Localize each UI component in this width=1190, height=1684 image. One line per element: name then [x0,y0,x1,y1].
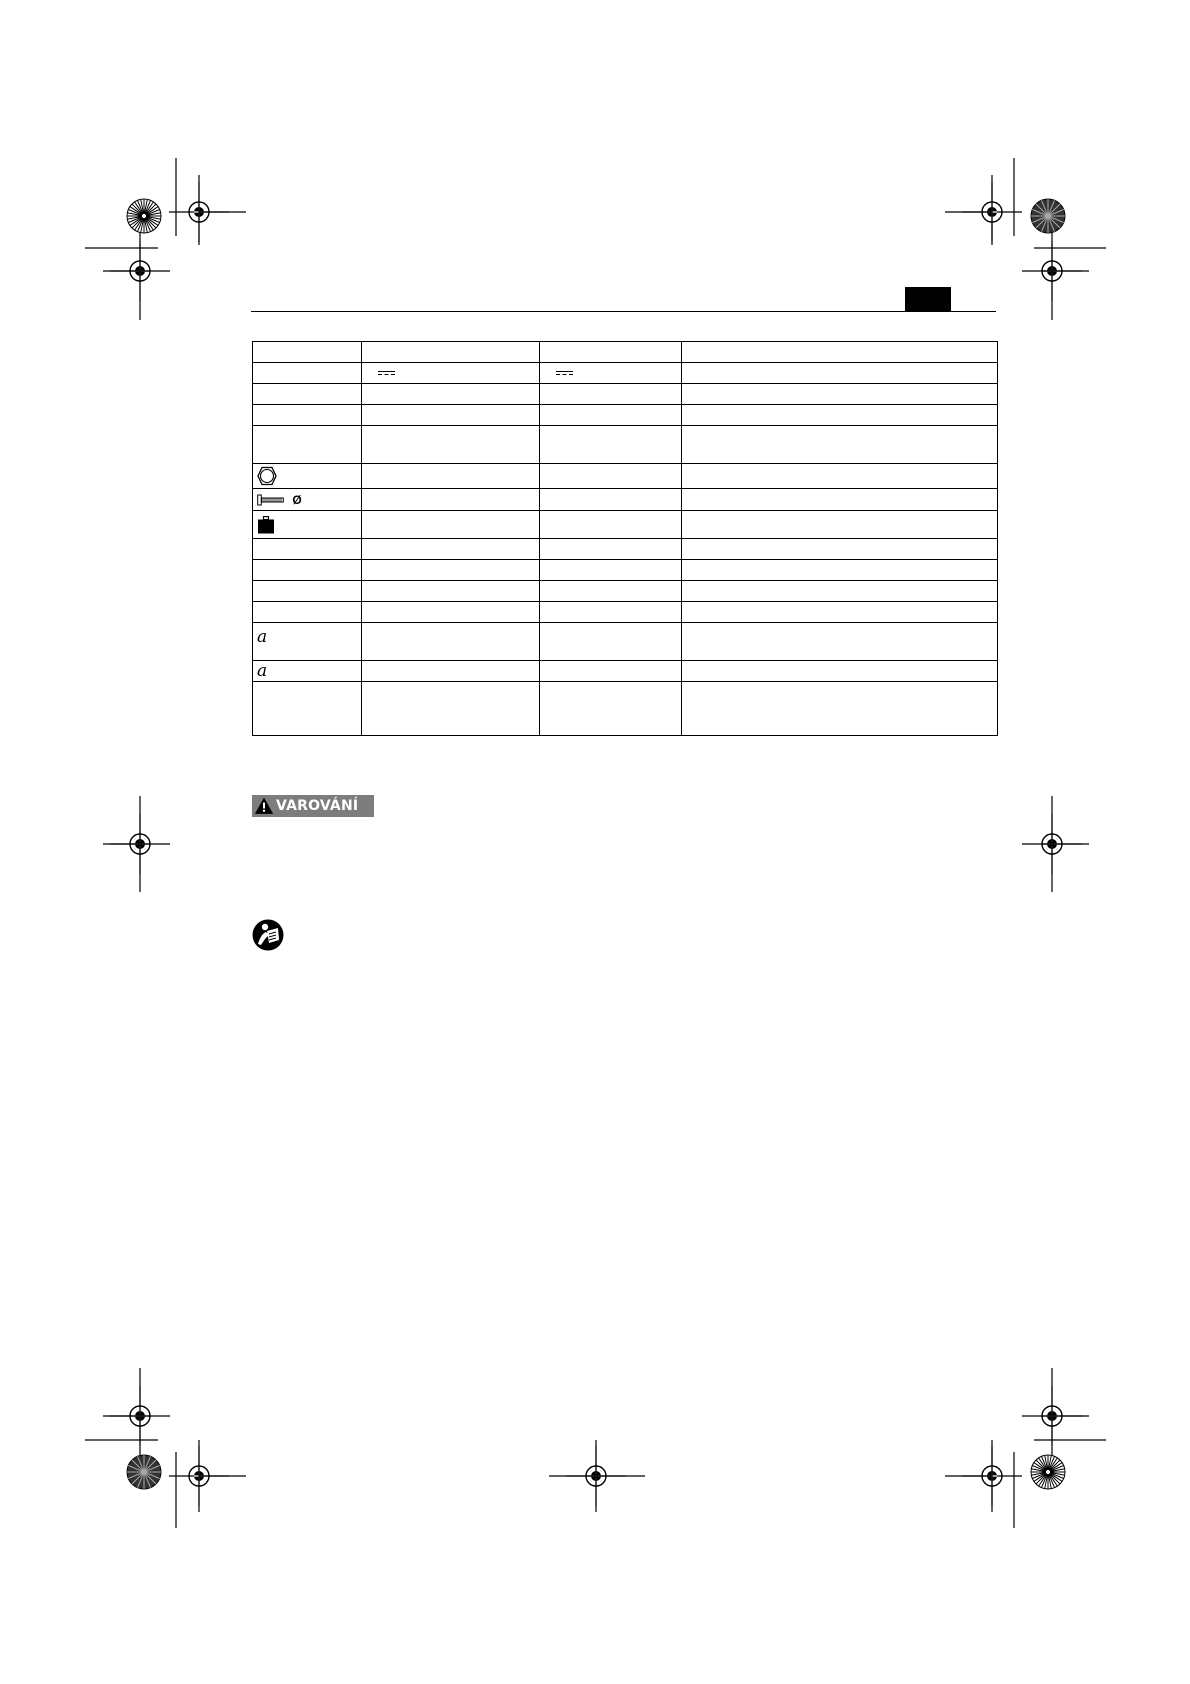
dc-current-symbol-icon [378,370,395,377]
table-cell [540,661,682,682]
table-cell [253,560,362,581]
table-cell [682,405,998,426]
table-cell [682,661,998,682]
table-row [253,384,998,405]
table-cell [362,539,540,560]
table-cell [540,539,682,560]
table-cell [253,511,362,539]
table-cell [253,426,362,464]
starburst-calibration-icon [1031,1455,1065,1489]
table-cell [682,511,998,539]
table-row [253,560,998,581]
table-cell [362,682,540,736]
table-cell [682,342,998,363]
table-cell [253,464,362,489]
table-row [253,661,998,682]
weight-icon [257,516,275,534]
table-cell [362,384,540,405]
table-cell [362,363,540,384]
hex-nut-icon [257,466,277,486]
table-cell [253,623,362,661]
table-row [253,623,998,661]
table-cell [362,511,540,539]
table-row [253,581,998,602]
table-cell [362,405,540,426]
diameter-symbol: Ø [292,492,302,507]
table-cell [682,623,998,661]
table-cell [682,426,998,464]
table-cell [540,511,682,539]
table-cell [682,363,998,384]
table-cell [362,581,540,602]
table-cell [540,464,682,489]
table-row [253,682,998,736]
starburst-calibration-icon [127,1455,161,1489]
table-cell [540,363,682,384]
starburst-calibration-icon [127,199,161,233]
starburst-calibration-icon [1031,199,1065,233]
table-cell [540,405,682,426]
table-cell [362,464,540,489]
table-cell [253,342,362,363]
table-row [253,342,998,363]
dc-current-symbol-icon [556,370,573,377]
table-cell [540,560,682,581]
table-cell [540,384,682,405]
header-rule [251,311,996,312]
table-cell [540,602,682,623]
table-row [253,405,998,426]
table-cell [362,623,540,661]
table-cell [362,426,540,464]
table-cell [362,489,540,511]
table-cell [253,405,362,426]
table-cell [540,682,682,736]
spec-table [252,341,998,736]
table-row [253,363,998,384]
acceleration-symbol: a [257,627,268,647]
table-cell [253,384,362,405]
table-cell [253,363,362,384]
table-row [253,464,998,489]
table-row [253,511,998,539]
warning-banner [252,795,374,817]
table-cell [540,426,682,464]
table-cell [682,489,998,511]
table-cell [362,560,540,581]
table-cell [682,560,998,581]
table-row [253,426,998,464]
table-cell [253,489,362,511]
table-cell [253,581,362,602]
table-cell [362,342,540,363]
warning-label: VAROVÁNÍ [276,798,359,814]
table-cell [682,539,998,560]
table-cell [682,682,998,736]
warning-triangle-icon [255,798,273,814]
table-cell [253,661,362,682]
table-row [253,489,998,511]
table-cell [540,342,682,363]
read-manual-icon [252,919,284,951]
table-cell [253,539,362,560]
table-cell [682,464,998,489]
table-row [253,602,998,623]
table-row [253,539,998,560]
table-cell [540,581,682,602]
table-cell [540,489,682,511]
table-cell [362,661,540,682]
table-cell [253,602,362,623]
language-tab [905,287,951,312]
screw-diameter-icon [257,494,285,506]
table-cell [682,602,998,623]
table-cell [540,623,682,661]
table-cell [362,602,540,623]
table-cell [253,682,362,736]
acceleration-symbol: a [257,661,268,681]
table-cell [682,384,998,405]
table-cell [682,581,998,602]
